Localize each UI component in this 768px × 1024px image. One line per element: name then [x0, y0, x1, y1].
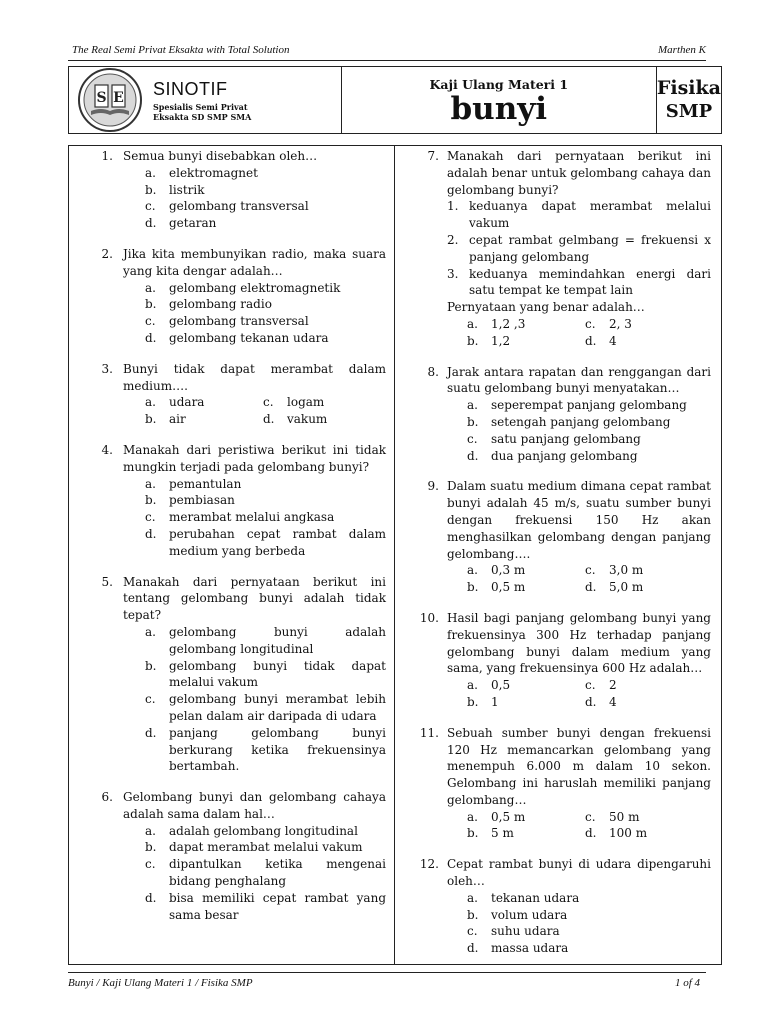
answer-option [585, 562, 711, 579]
option-text: dua panjang gelombang [491, 448, 638, 463]
option-label: b. [145, 182, 157, 197]
option-list [145, 624, 386, 775]
answer-option [467, 940, 711, 957]
statement-item [447, 266, 711, 300]
option-label: c. [467, 431, 478, 446]
option-label: a. [145, 624, 156, 639]
answer-option [467, 414, 711, 431]
answer-option [145, 165, 386, 182]
option-text: gelombang tekanan udara [169, 330, 329, 345]
footer-rule [68, 972, 706, 973]
option-label: a. [467, 678, 478, 693]
question-text: Jarak antara rapatan dan renggangan dari suatu gelombang bunyi menyatakan… [447, 364, 711, 396]
option-text: perubahan cepat rambat dalam medium yang berbeda [169, 526, 386, 558]
answer-option [467, 694, 585, 711]
answer-option [145, 890, 386, 924]
option-text: getaran [169, 216, 217, 231]
option-label: c. [145, 199, 156, 214]
option-label: d. [467, 448, 479, 463]
option-label: c. [585, 563, 596, 578]
answer-option [145, 296, 386, 313]
option-label: c. [585, 316, 596, 331]
option-label: a. [145, 280, 156, 295]
svg-text:S: S [96, 90, 107, 106]
option-label: b. [467, 580, 479, 595]
author: Marthen K [658, 44, 706, 56]
option-text: gelombang bunyi tidak dapat melalui vakum [169, 658, 386, 690]
option-list [467, 809, 711, 843]
answer-option [145, 492, 386, 509]
left-column [69, 146, 395, 964]
option-list [145, 165, 386, 232]
option-text: 5 m [491, 826, 514, 841]
school-level: SMP [665, 101, 713, 122]
question-item [69, 574, 386, 776]
answer-option [467, 890, 711, 907]
question-stem [69, 148, 386, 165]
question-stem [395, 364, 711, 398]
answer-option [145, 182, 386, 199]
brand-text [153, 79, 251, 122]
answer-option [467, 431, 711, 448]
question-text: Dalam suatu medium dimana cepat rambat bunyi adalah 45 m/s, suatu sumber bunyi dengan frekuensi 150 Hz akan menghasilkan gelombang dengan panjang gelombang…. [447, 479, 711, 561]
answer-option [145, 280, 386, 297]
question-number: 5. [101, 574, 113, 589]
question-item [395, 856, 711, 957]
option-text: massa udara [491, 941, 569, 956]
option-list [467, 397, 711, 464]
answer-option [145, 526, 386, 560]
option-label: d. [145, 890, 157, 905]
question-stem [395, 148, 711, 198]
question-item [395, 725, 711, 843]
statement-prompt: Pernyataan yang benar adalah… [447, 300, 645, 315]
option-text: udara [169, 395, 205, 410]
option-label: a. [145, 395, 156, 410]
answer-option [145, 725, 386, 775]
answer-option [145, 215, 386, 232]
option-label: b. [145, 840, 157, 855]
option-label: d. [263, 412, 275, 427]
option-text: listrik [169, 182, 205, 197]
answer-option [585, 333, 711, 350]
option-label: d. [145, 725, 157, 740]
question-number: 2. [101, 246, 113, 261]
answer-option [467, 333, 585, 350]
answer-option [585, 809, 711, 826]
statement-text: keduanya memindahkan energi dari satu tempat ke tempat lain [469, 266, 711, 298]
option-label: c. [145, 510, 156, 525]
answer-option [145, 394, 263, 411]
option-text: pembiasan [169, 493, 235, 508]
option-label: b. [145, 493, 157, 508]
question-stem [69, 574, 386, 624]
question-stem [69, 789, 386, 823]
option-label: b. [145, 297, 157, 312]
answer-option [585, 579, 711, 596]
option-label: c. [263, 395, 274, 410]
question-text: Bunyi tidak dapat merambat dalam medium…. [123, 361, 386, 393]
option-label: c. [145, 857, 156, 872]
option-list [145, 280, 386, 347]
option-text: suhu udara [491, 924, 560, 939]
option-label: b. [467, 414, 479, 429]
option-text: gelombang bunyi adalah gelombang longitudinal [169, 624, 386, 656]
answer-option [585, 677, 711, 694]
question-text: Manakah dari peristiwa berikut ini tidak mungkin terjadi pada gelombang bunyi? [123, 442, 386, 474]
option-text: satu panjang gelombang [491, 431, 641, 446]
option-list [467, 677, 711, 711]
option-text: bisa memiliki cepat rambat yang sama besar [169, 890, 386, 922]
brand-subtitle-1: Spesialis Semi Privat [153, 101, 248, 112]
option-label: d. [585, 826, 597, 841]
option-text: 0,5 m [491, 580, 526, 595]
question-number: 3. [101, 361, 113, 376]
option-list [145, 476, 386, 560]
option-text: 1,2 [491, 333, 511, 348]
option-list [467, 316, 711, 350]
option-text: vakum [287, 412, 328, 427]
question-text: Sebuah sumber bunyi dengan frekuensi 120 Hz memancarkan gelombang yang menempuh 6.000 m dalam 10 sekon. Gelombang ini haruslah memiliki panjang gelombang… [447, 725, 711, 807]
option-text: 100 m [609, 826, 648, 841]
option-text: 1 [491, 694, 499, 709]
option-text: gelombang radio [169, 297, 272, 312]
question-stem [395, 856, 711, 890]
answer-option [467, 316, 585, 333]
question-number: 6. [101, 790, 113, 805]
option-text: dapat merambat melalui vakum [169, 840, 363, 855]
option-label: b. [145, 658, 157, 673]
question-item [69, 361, 386, 428]
option-text: setengah panjang gelombang [491, 414, 671, 429]
answer-option [145, 624, 386, 658]
option-label: d. [145, 216, 157, 231]
option-label: d. [585, 694, 597, 709]
option-label: b. [145, 412, 157, 427]
option-text: 2, 3 [609, 316, 632, 331]
option-text: logam [287, 395, 325, 410]
topic-block [342, 67, 657, 133]
option-label: a. [145, 165, 156, 180]
option-label: c. [585, 678, 596, 693]
svg-text:E: E [113, 90, 124, 106]
option-label: d. [585, 580, 597, 595]
question-text: Manakah dari pernyataan berikut ini tentang gelombang bunyi adalah tidak tepat? [123, 574, 386, 623]
answer-option [145, 476, 386, 493]
answer-option [145, 691, 386, 725]
statement-number: 1. [447, 199, 459, 214]
running-header [72, 44, 706, 60]
brand-name: SINOTIF [153, 78, 228, 99]
answer-option [467, 579, 585, 596]
statement-text: keduanya dapat merambat melalui vakum [469, 199, 711, 231]
option-text: 4 [609, 694, 617, 709]
answer-option [145, 658, 386, 692]
option-label: c. [467, 924, 478, 939]
answer-option [145, 823, 386, 840]
option-label: a. [467, 809, 478, 824]
option-text: 0,5 m [491, 809, 526, 824]
sinotif-logo-icon [77, 67, 143, 133]
option-label: b. [467, 826, 479, 841]
option-label: c. [145, 692, 156, 707]
question-number: 10. [419, 610, 439, 625]
question-number: 11. [419, 725, 439, 740]
question-text: Hasil bagi panjang gelombang bunyi yang frekuensinya 300 Hz terhadap panjang gelombang bunyi dalam medium yang sama, yang frekuensinya 600 Hz adalah… [447, 610, 711, 676]
footer-title: Bunyi / Kaji Ulang Materi 1 / Fisika SMP [68, 977, 253, 989]
question-number: 12. [419, 857, 439, 872]
question-stem [395, 725, 711, 809]
option-text: seperempat panjang gelombang [491, 398, 687, 413]
question-text: Gelombang bunyi dan gelombang cahaya adalah sama dalam hal… [123, 790, 386, 821]
question-text: Cepat rambat bunyi di udara dipengaruhi oleh… [447, 857, 711, 889]
subject-name: Fisika [656, 77, 721, 99]
option-text: air [169, 412, 186, 427]
question-item [69, 148, 386, 232]
answer-option [263, 411, 386, 428]
answer-option [145, 509, 386, 526]
subject-block [657, 67, 721, 133]
answer-option [145, 198, 386, 215]
question-number: 9. [427, 479, 439, 494]
page-number: 1 of 4 [674, 977, 700, 989]
answer-option [467, 677, 585, 694]
option-text: 3,0 m [609, 563, 644, 578]
answer-option [585, 316, 711, 333]
option-text: volum udara [491, 907, 568, 922]
question-text: Jika kita membunyikan radio, maka suara yang kita dengar adalah… [123, 246, 386, 278]
option-label: a. [467, 890, 478, 905]
answer-option [467, 448, 711, 465]
option-text: gelombang transversal [169, 314, 309, 329]
option-label: a. [467, 563, 478, 578]
question-stem [69, 442, 386, 476]
option-text: 50 m [609, 809, 640, 824]
question-item [395, 364, 711, 465]
question-number: 7. [427, 149, 439, 163]
answer-option [467, 923, 711, 940]
question-item [395, 478, 711, 596]
statement-item [447, 232, 711, 266]
question-number: 1. [101, 149, 113, 163]
question-number: 4. [101, 442, 113, 457]
option-text: elektromagnet [169, 165, 258, 180]
question-item [395, 610, 711, 711]
question-number: 8. [427, 364, 439, 379]
option-text: 2 [609, 678, 617, 693]
question-stem [69, 361, 386, 395]
option-text: gelombang elektromagnetik [169, 280, 341, 295]
option-text: 0,5 [491, 678, 511, 693]
option-text: tekanan udara [491, 890, 580, 905]
question-item [69, 442, 386, 560]
answer-option [145, 330, 386, 347]
option-label: b. [467, 333, 479, 348]
statement-number: 2. [447, 232, 459, 247]
question-text: Manakah dari pernyataan berikut ini adalah benar untuk gelombang cahaya dan gelombang bunyi? [447, 149, 711, 197]
option-text: pemantulan [169, 476, 242, 491]
option-label: a. [467, 316, 478, 331]
option-label: b. [467, 694, 479, 709]
tagline: The Real Semi Privat Eksakta with Total Solution [72, 44, 290, 56]
option-list [145, 394, 386, 428]
title-box [68, 66, 722, 134]
answer-option [585, 694, 711, 711]
option-label: a. [467, 398, 478, 413]
option-list [467, 562, 711, 596]
option-text: merambat melalui angkasa [169, 510, 335, 525]
question-item [69, 246, 386, 347]
statement-number: 3. [447, 266, 459, 281]
option-label: a. [145, 823, 156, 838]
review-label: Kaji Ulang Materi 1 [429, 77, 569, 92]
statement-list [447, 198, 711, 299]
option-label: d. [145, 330, 157, 345]
option-text: panjang gelombang bunyi berkurang ketika frekuensinya bertambah. [169, 725, 386, 774]
question-stem [395, 610, 711, 677]
statement-text: cepat rambat gelmbang = frekuensi x panjang gelombang [469, 232, 711, 264]
answer-option [585, 825, 711, 842]
option-list [145, 823, 386, 924]
answer-option [467, 825, 585, 842]
answer-option [145, 856, 386, 890]
question-item [395, 148, 711, 350]
option-label: d. [585, 333, 597, 348]
option-label: d. [467, 941, 479, 956]
statement-item [447, 198, 711, 232]
answer-option [145, 411, 263, 428]
answer-option [145, 839, 386, 856]
brand-subtitle-2: Eksakta SD SMP SMA [153, 111, 252, 122]
option-text: gelombang transversal [169, 199, 309, 214]
option-label: d. [145, 526, 157, 541]
option-text: gelombang bunyi merambat lebih pelan dalam air daripada di udara [169, 692, 386, 723]
question-item [69, 789, 386, 923]
option-label: b. [467, 907, 479, 922]
option-label: c. [145, 314, 156, 329]
header-rule [68, 60, 706, 61]
answer-option [467, 809, 585, 826]
option-text: adalah gelombang longitudinal [169, 823, 358, 838]
answer-option [467, 397, 711, 414]
option-list [467, 890, 711, 957]
running-footer [68, 977, 700, 989]
right-column [395, 146, 721, 964]
option-text: dipantulkan ketika mengenai bidang penghalang [169, 857, 386, 889]
answer-option [467, 562, 585, 579]
question-stem [69, 246, 386, 280]
page-title: bunyi [450, 91, 548, 127]
answer-option [263, 394, 386, 411]
option-text: 0,3 m [491, 563, 526, 578]
question-stem [395, 478, 711, 562]
brand-block [69, 67, 342, 133]
option-label: a. [145, 476, 156, 491]
question-area [68, 145, 722, 965]
option-label: c. [585, 809, 596, 824]
answer-option [145, 313, 386, 330]
answer-option [467, 907, 711, 924]
question-text: Semua bunyi disebabkan oleh… [123, 149, 318, 163]
option-text: 5,0 m [609, 580, 644, 595]
option-text: 4 [609, 333, 617, 348]
option-text: 1,2 ,3 [491, 316, 526, 331]
